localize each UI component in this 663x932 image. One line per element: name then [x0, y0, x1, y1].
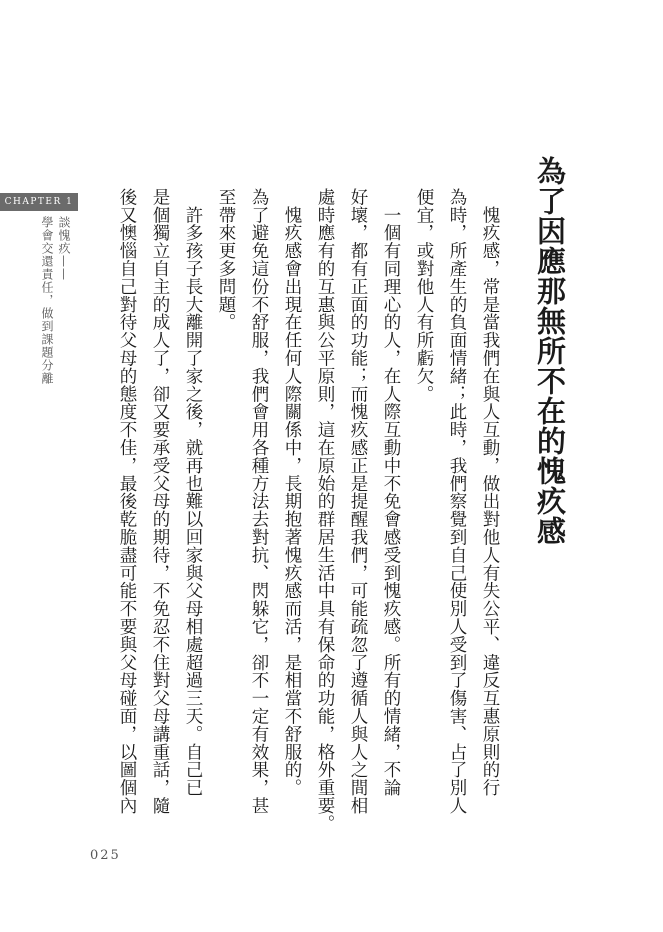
body-column-8: 為了避免這份不舒服，我們會用各種方法去對抗、閃躲它，卻不一定有效果，甚 — [249, 188, 269, 815]
body-column-1: 愧疚感，常是當我們在與人互動，做出對他人有失公平、違反互惠原則的行 — [480, 188, 500, 797]
body-column-6: 處時應有的互惠與公平原則，這在原始的群居生活中具有保命的功能，格外重要。 — [315, 188, 335, 833]
body-column-11: 是個獨立自主的成人了，卻又要承受父母的期待，不免忍不住對父母講重話，隨 — [150, 188, 170, 815]
body-column-5: 好壞，都有正面的功能；而愧疚感正是提醒我們，可能疏忽了遵循人與人之間相 — [348, 188, 368, 815]
body-column-7: 愧疚感會出現在任何人際關係中，長期抱著愧疚感而活，是相當不舒服的。 — [282, 188, 302, 797]
chapter-tab: CHAPTER 1 — [0, 193, 78, 211]
section-heading: 為了因應那無所不在的愧疚感 — [533, 156, 567, 546]
body-column-4: 一個有同理心的人，在人際互動中不免會感受到愧疚感。所有的情緒，不論 — [381, 188, 401, 797]
body-column-12: 後又懊惱自己對待父母的態度不佳，最後乾脆盡可能不要與父母碰面，以圖個內 — [117, 188, 137, 815]
chapter-subtitle-line2: 學會交還責任，做到課題分離 — [40, 216, 54, 385]
body-column-2: 為時，所產生的負面情緒；此時，我們察覺到自己使別人受到了傷害、占了別人 — [447, 188, 467, 815]
body-column-10: 許多孩子長大離開了家之後，就再也難以回家與父母相處超過三天。自己已 — [183, 188, 203, 797]
chapter-subtitle-line1: 談愧疚—— — [57, 216, 71, 281]
page-number: 025 — [90, 848, 121, 863]
body-column-3: 便宜，或對他人有所虧欠。 — [414, 188, 434, 403]
body-column-9: 至帶來更多問題。 — [216, 188, 236, 332]
